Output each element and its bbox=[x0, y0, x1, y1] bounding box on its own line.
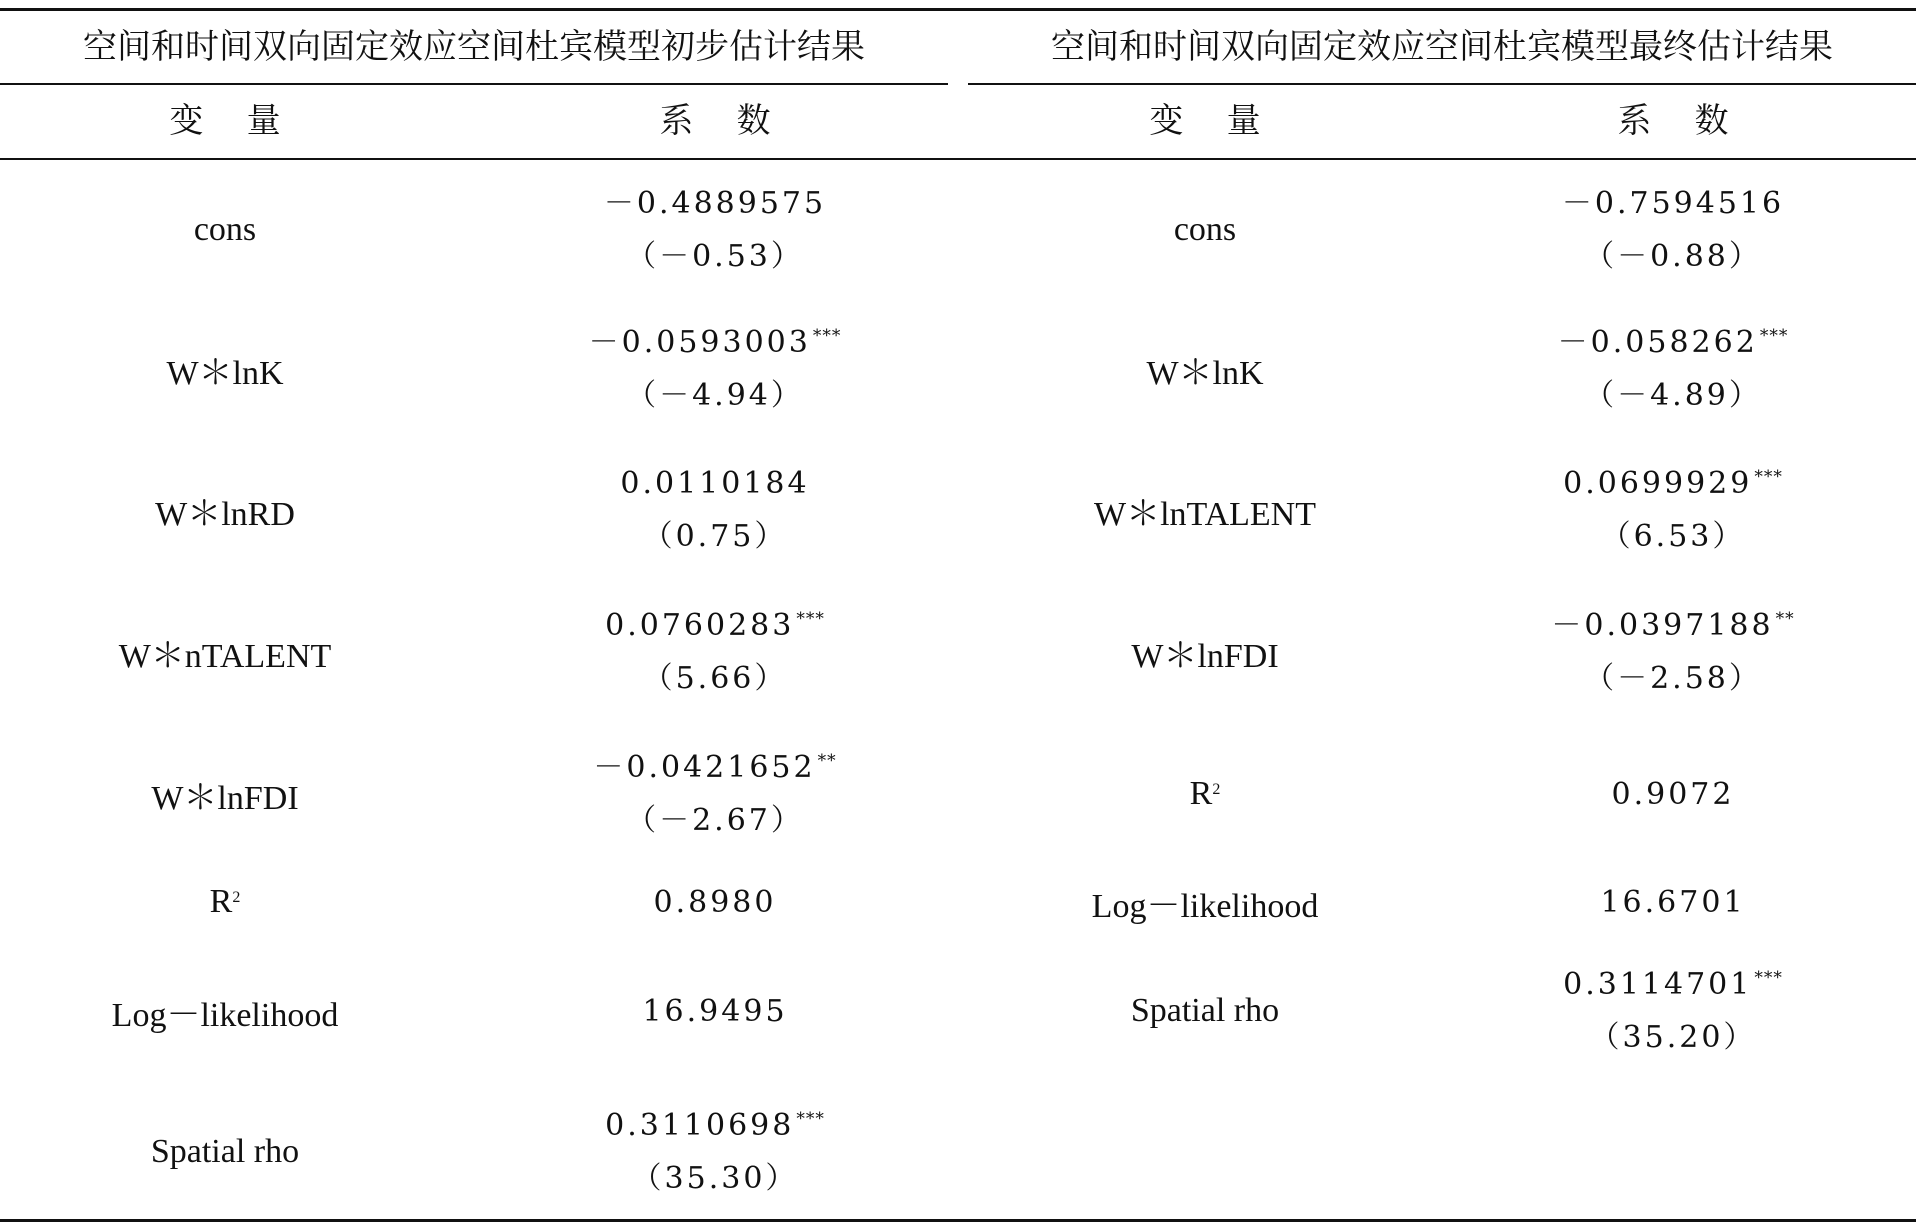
significance-stars: *** bbox=[1754, 968, 1783, 988]
coefficient-line bbox=[589, 316, 842, 369]
coefficient-line bbox=[604, 177, 826, 230]
coefficient-line bbox=[1562, 177, 1784, 230]
t-statistic: （－2.67） bbox=[626, 803, 804, 838]
coefficient-line bbox=[1563, 958, 1783, 1011]
variable-label: W＊lnTALENT bbox=[1094, 495, 1316, 533]
variable-cell bbox=[980, 956, 1430, 1066]
variable-label: W＊lnK bbox=[166, 354, 284, 392]
significance-stars: *** bbox=[1754, 467, 1783, 487]
variable-cell bbox=[0, 1097, 450, 1207]
t-statistic: （－0.88） bbox=[1584, 239, 1762, 274]
coefficient-value: －0.4889575 bbox=[603, 186, 827, 221]
variable-cell bbox=[980, 455, 1430, 565]
coefficient-value: 0.3114701 bbox=[1563, 967, 1753, 1002]
right-header-variable: 变 量 bbox=[1149, 101, 1261, 141]
variable-cell bbox=[0, 175, 450, 285]
variable-label: cons bbox=[1173, 211, 1237, 248]
coefficient-line bbox=[593, 741, 836, 794]
coefficient-line bbox=[1612, 768, 1735, 821]
variable-superscript: 2 bbox=[232, 889, 241, 906]
coefficient-value: －0.0397188 bbox=[1551, 608, 1774, 643]
bottom-rule bbox=[0, 1219, 1916, 1222]
left-table-title: 空间和时间双向固定效应空间杜宾模型初步估计结果 bbox=[83, 27, 865, 67]
coefficient-value: 0.0110184 bbox=[620, 466, 810, 501]
variable-label: Log－likelihood bbox=[1091, 887, 1319, 925]
coefficient-line bbox=[1563, 457, 1783, 510]
variable-cell bbox=[980, 862, 1430, 942]
coefficient-line bbox=[642, 985, 787, 1038]
coefficient-cell bbox=[1430, 597, 1916, 707]
significance-stars: ** bbox=[1775, 609, 1795, 629]
significance-stars: *** bbox=[796, 1109, 825, 1129]
t-statistic: （6.53） bbox=[1600, 519, 1746, 554]
variable-cell bbox=[980, 739, 1430, 849]
coefficient-value: 0.9072 bbox=[1611, 776, 1735, 812]
variable-label: W＊lnFDI bbox=[151, 779, 299, 817]
variable-label: W＊lnFDI bbox=[1131, 637, 1279, 675]
coefficient-value: 0.0699929 bbox=[1563, 466, 1753, 501]
coefficient-cell bbox=[450, 862, 980, 942]
coefficient-line bbox=[1600, 876, 1745, 929]
variable-label: W＊lnRD bbox=[155, 495, 295, 533]
variable-label: R bbox=[209, 883, 233, 920]
coefficient-line bbox=[620, 457, 809, 510]
variable-cell bbox=[0, 314, 450, 424]
variable-label: R bbox=[1189, 775, 1213, 812]
coefficient-value: 16.6701 bbox=[1600, 884, 1746, 920]
right-header-coefficient: 系 数 bbox=[1617, 101, 1729, 141]
variable-label: Spatial rho bbox=[150, 1133, 300, 1170]
variable-cell bbox=[980, 175, 1430, 285]
coefficient-value: －0.7594516 bbox=[1561, 186, 1785, 221]
coefficient-value: －0.0593003 bbox=[588, 325, 811, 360]
t-statistic: （－2.58） bbox=[1584, 661, 1762, 696]
coefficient-value: －0.058262 bbox=[1557, 325, 1758, 360]
coefficient-cell bbox=[1430, 455, 1916, 565]
header-underline bbox=[0, 158, 1916, 160]
coefficient-cell bbox=[450, 597, 980, 707]
significance-stars: *** bbox=[796, 609, 825, 629]
top-rule bbox=[0, 8, 1916, 11]
coefficient-value: 0.8980 bbox=[653, 884, 777, 920]
coefficient-cell bbox=[450, 314, 980, 424]
variable-cell bbox=[980, 314, 1430, 424]
variable-label: W＊nTALENT bbox=[118, 637, 332, 675]
coefficient-cell bbox=[1430, 175, 1916, 285]
coefficient-cell bbox=[450, 739, 980, 849]
variable-cell bbox=[0, 956, 450, 1066]
coefficient-cell bbox=[450, 956, 980, 1066]
t-statistic: （35.30） bbox=[631, 1161, 799, 1196]
coefficient-cell bbox=[1430, 862, 1916, 942]
coefficient-cell bbox=[1430, 739, 1916, 849]
coefficient-line bbox=[654, 876, 777, 929]
coefficient-cell bbox=[1430, 314, 1916, 424]
coefficient-cell bbox=[450, 175, 980, 285]
variable-cell bbox=[980, 597, 1430, 707]
t-statistic: （－4.89） bbox=[1584, 378, 1762, 413]
variable-label: Spatial rho bbox=[1130, 992, 1280, 1029]
variable-superscript: 2 bbox=[1212, 781, 1221, 798]
right-table-title: 空间和时间双向固定效应空间杜宾模型最终估计结果 bbox=[1051, 27, 1833, 67]
left-header-coefficient: 系 数 bbox=[659, 101, 771, 141]
coefficient-cell bbox=[1430, 956, 1916, 1066]
coefficient-line bbox=[1558, 316, 1789, 369]
coefficient-value: 0.0760283 bbox=[605, 608, 795, 643]
coefficient-cell bbox=[450, 1097, 980, 1207]
variable-label: W＊lnK bbox=[1146, 354, 1264, 392]
coefficient-line bbox=[1551, 599, 1794, 652]
t-statistic: （35.20） bbox=[1589, 1020, 1757, 1055]
variable-label: cons bbox=[193, 211, 257, 248]
significance-stars: *** bbox=[1759, 326, 1789, 346]
left-title-underline bbox=[0, 83, 948, 85]
coefficient-value: 0.3110698 bbox=[605, 1108, 795, 1143]
t-statistic: （0.75） bbox=[642, 519, 788, 554]
coefficient-line bbox=[605, 599, 825, 652]
t-statistic: （－4.94） bbox=[626, 378, 804, 413]
variable-label: Log－likelihood bbox=[111, 996, 339, 1034]
right-title-underline bbox=[968, 83, 1916, 85]
variable-cell bbox=[0, 862, 450, 942]
coefficient-line bbox=[605, 1099, 825, 1152]
left-header-variable: 变 量 bbox=[169, 101, 281, 141]
t-statistic: （5.66） bbox=[642, 661, 788, 696]
coefficient-cell bbox=[450, 455, 980, 565]
variable-cell bbox=[0, 455, 450, 565]
coefficient-value: －0.0421652 bbox=[593, 750, 816, 785]
significance-stars: ** bbox=[817, 751, 837, 771]
significance-stars: *** bbox=[812, 326, 842, 346]
variable-cell bbox=[0, 739, 450, 849]
t-statistic: （－0.53） bbox=[626, 239, 804, 274]
coefficient-value: 16.9495 bbox=[642, 993, 788, 1029]
variable-cell bbox=[0, 597, 450, 707]
